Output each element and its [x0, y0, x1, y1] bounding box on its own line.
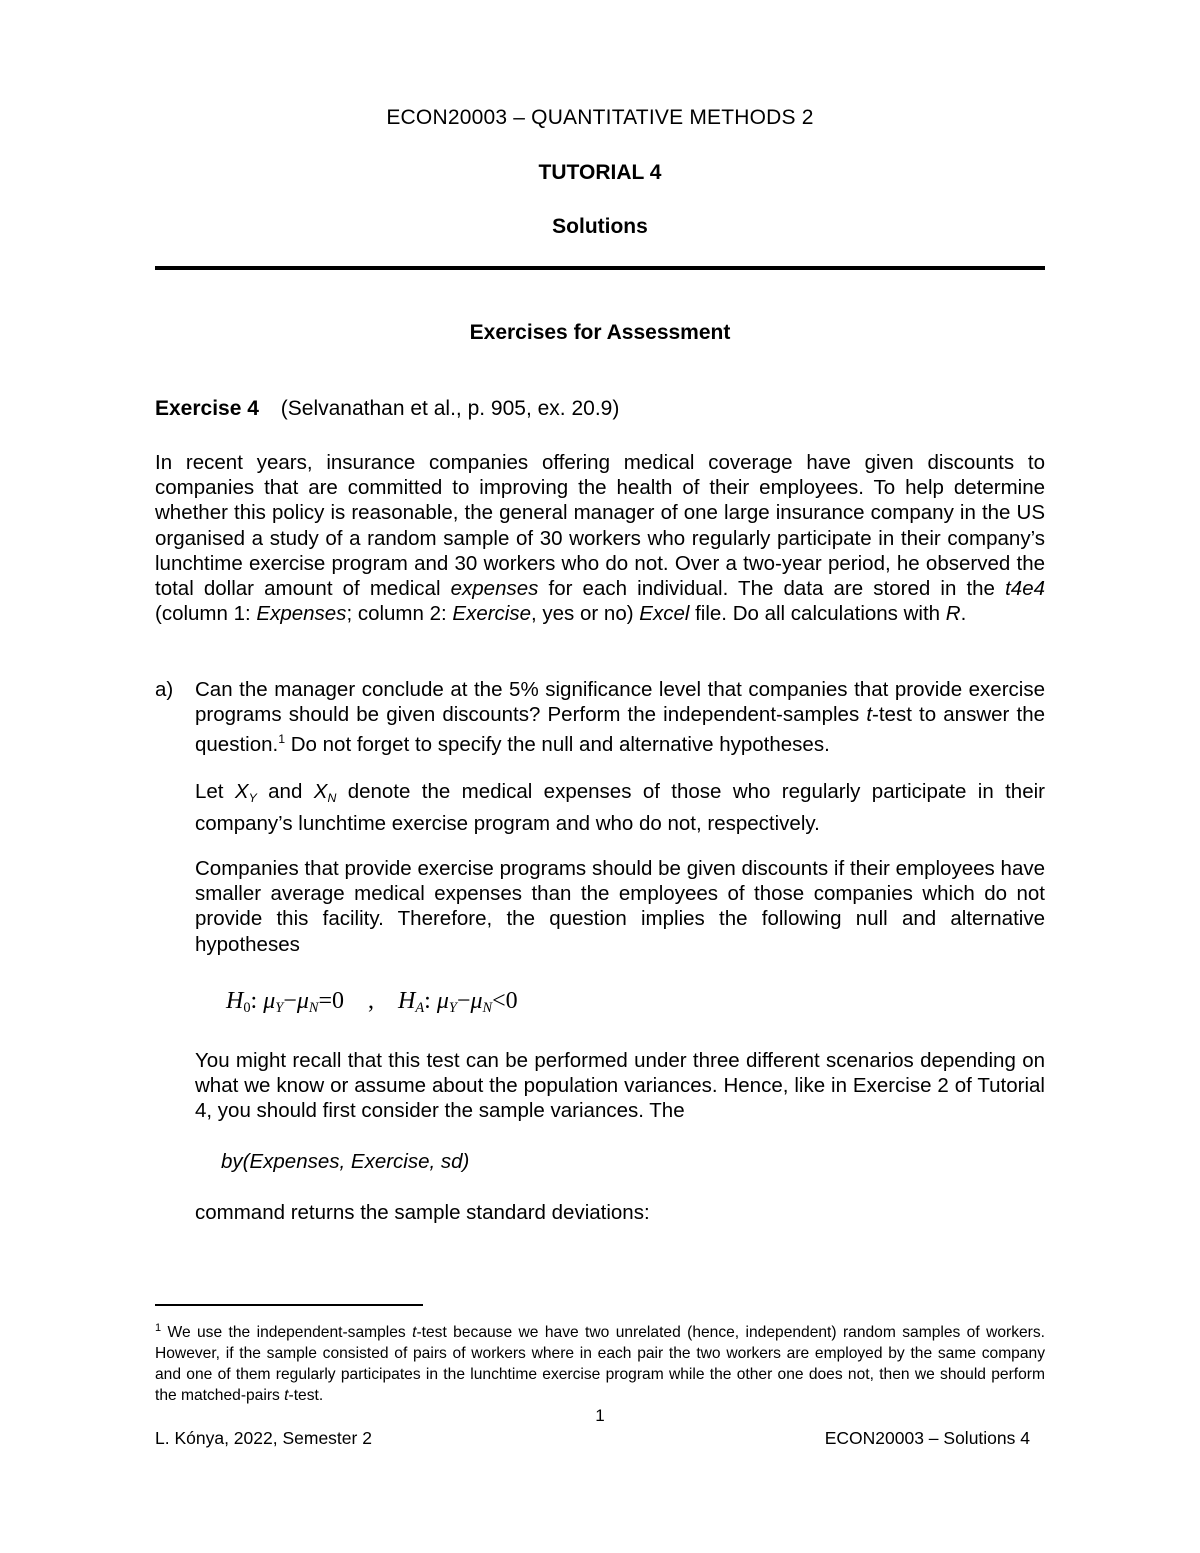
scenario-paragraph: You might recall that this test can be performed under three different scenarios depending on what we know or assume about the population variances. Hence, like in Exercise 2 of Tutorial 4, you should first consider the sample variances. The — [195, 1049, 1045, 1123]
document-subtitle: Solutions — [552, 215, 648, 238]
tutorial-title: TUTORIAL 4 — [538, 161, 662, 184]
footer-course: ECON20003 – Solutions 4 — [824, 1428, 1030, 1448]
footnote: $^1$ We use the independent-samples t-test because we have two unrelated (hence, independent) random samples of workers. However, if the sample consisted of pairs of workers where in each pair the two workers are employed by the same company and one of them regularly participates in the lunchtime exercise program while the other one does not, then we should perform the matched-pairs t-test. — [155, 1322, 1045, 1405]
page-number: 1 — [595, 1406, 605, 1425]
question-a-label: a) — [155, 678, 174, 701]
footnote-ref: 1 — [278, 732, 286, 747]
exercise-reference: (Selvanathan et al., p. 905, ex. 20.9) — [280, 397, 620, 420]
footer-author: L. Kónya, 2022, Semester 2 — [155, 1428, 372, 1448]
variable-definition: Let $X_Y$ and $X_N$ denote the medical expenses of those who regularly participate in their company’s lunchtime exercise program and who do not, respectively. — [195, 780, 1045, 836]
command-description: command returns the sample standard deviations: — [195, 1201, 650, 1224]
question-a-text: Can the manager conclude at the 5% significance level that companies that provide exercise programs should be given discounts? Perform the independent-samples t-test to answer the question.$^1$ Do not forget to specify the null and alternative hypotheses. — [195, 678, 1045, 757]
exercise-heading — [155, 397, 619, 421]
intro-paragraph: In recent years, insurance companies offering medical coverage have given discounts to companies that are committed to improving the health of their employees. To help determine whether this policy is reasonable, the general manager of one large insurance company in the US organised a study of a random sample of 30 workers who regularly participate in their company’s lunchtime exercise program and 30 workers who do not. Over a two-year period, he observed the total dollar amount of medical expenses for each individual. The data are stored in the t4e4 (column 1: Expenses; column 2: Exercise, yes or no) Excel file. Do all calculations with R. — [155, 451, 1045, 626]
footnote-divider — [155, 1304, 423, 1306]
course-title: ECON20003 – QUANTITATIVE METHODS 2 — [386, 106, 814, 129]
header-divider — [155, 266, 1045, 270]
hypotheses-rationale: Companies that provide exercise programs should be given discounts if their employees have smaller average medical expenses than the employees of those companies which do not provide this facility. Therefore, the question implies the following null and alternative hypotheses — [195, 857, 1045, 956]
question-a — [155, 677, 1045, 757]
r-command: by(Expenses, Exercise, sd) — [221, 1150, 470, 1173]
hypotheses-formula: $H_0$: $\mu_Y-\mu_N=0$ , $H_A$: $\mu_Y-\mu_N<0$ — [226, 988, 518, 1016]
exercise-label: Exercise 4 — [155, 397, 259, 420]
section-title: Exercises for Assessment — [469, 321, 731, 344]
